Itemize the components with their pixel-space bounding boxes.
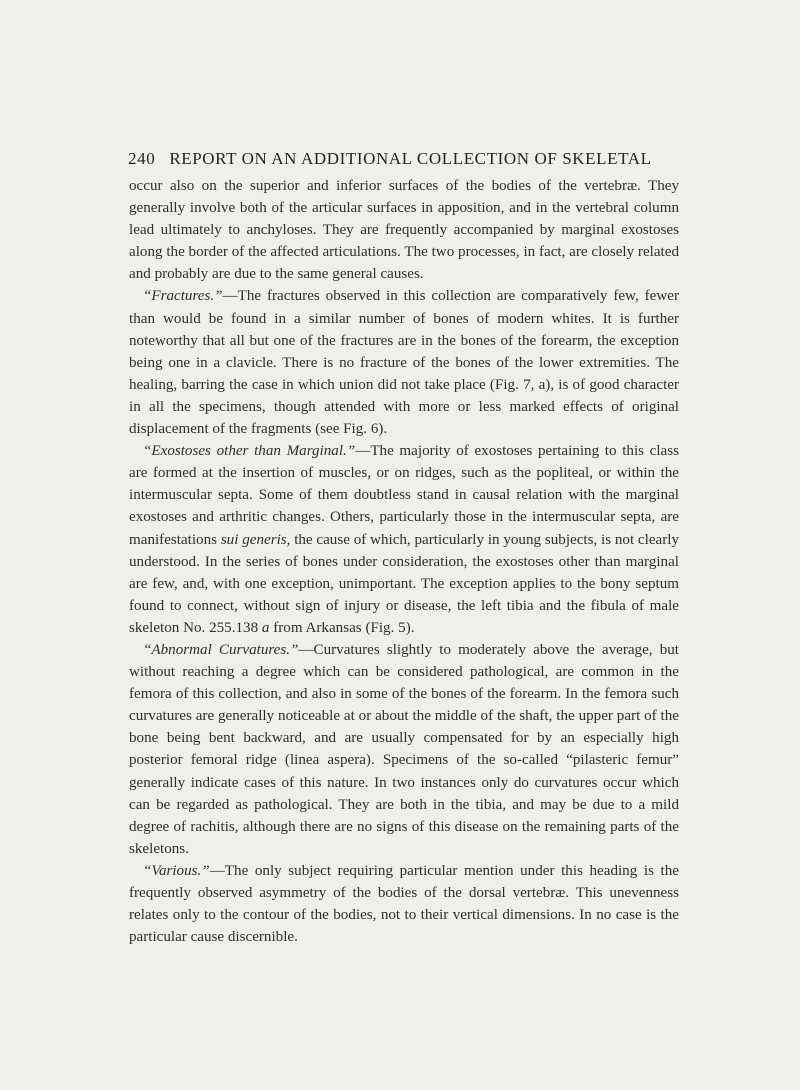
page-number: 240 [128,149,156,168]
paragraph-fractures [129,285,679,440]
paragraph-text: , the cause of which, particularly in young subjects, is not clearly understood. In the series of bones under consideration, the exostoses other than marginal are few, and, with one exception, unimportant. The exception applies to the bony septum found to connect, without sign of injury or disease, the left tibia and the fibula of male skeleton No. 255.138 [129,531,679,636]
paragraph-exostoses [129,440,679,639]
paragraph-curvatures [129,639,679,860]
paragraph-text: —The only subject requiring particular mention under this heading is the frequently observed asymmetry of the bodies of the dorsal vertebræ. This unevenness relates only to the contour of the bodies, not to their vertical dimensions. In no case is the particular cause discernible. [129,862,679,946]
paragraph-text: —The majority of exostoses pertaining to this class are formed at the insertion of muscles, or on ridges, such as the popliteal, or within the intermuscular septa. Some of them doubtless stand in causal relation with the marginal exostoses and arthritic changes. Others, particularly those in the intermuscular septa, are manifestations [129,443,679,548]
paragraph-text: from Arkansas (Fig. 5). [269,619,415,636]
section-heading-curvatures: “Abnormal Curvatures.” [143,641,299,658]
running-head [128,149,688,169]
section-heading-various: “Various.” [143,862,210,879]
section-heading-exostoses: “Exostoses other than Marginal.” [143,443,356,460]
paragraph-various [129,860,679,948]
italic-term: a [261,619,270,636]
running-title: REPORT ON AN ADDITIONAL COLLECTION OF SKELETAL [169,149,652,168]
body-text [129,175,679,948]
paragraph-text: occur also on the superior and inferior surfaces of the bodies of the vertebræ. They generally involve both of the articular surfaces in apposition, and in the vertebral column lead ultimately to anchyloses. They are frequently accompanied by marginal exostoses along the border of the affected articulations. The two processes, in fact, are closely related and probably are due to the same general causes. [129,178,679,283]
paragraph-continued [129,175,679,285]
section-heading-fractures: “Fractures.” [143,288,223,305]
italic-term: sui generis [220,531,287,548]
paragraph-text: —The fractures observed in this collection are comparatively few, fewer than would be found in a similar number of bones of modern whites. It is further noteworthy that all but one of the fractures are in the bones of the forearm, the exception being one in a clavicle. There is no fracture of the bones of the lower extremities. The healing, barring the case in which union did not take place (Fig. 7, a), is of good character in all the specimens, though attended with more or less marked effects of original displacement of the fragments (see Fig. 6). [129,288,679,438]
paragraph-text: —Curvatures slightly to moderately above the average, but without reaching a degree which can be considered pathological, are common in the femora of this collection, and also in some of the bones of the forearm. In the femora such curvatures are generally noticeable at or about the middle of the shaft, the upper part of the bone being bent backward, and are usually compensated for by an especially high posterior femoral ridge (linea aspera). Specimens of the so-called “pilasteric femur” generally indicate cases of this nature. In two instances only do curvatures occur which can be regarded as pathological. They are both in the tibia, and may be due to a mild degree of rachitis, although there are no signs of this disease on the remaining parts of the skeletons. [129,641,679,857]
